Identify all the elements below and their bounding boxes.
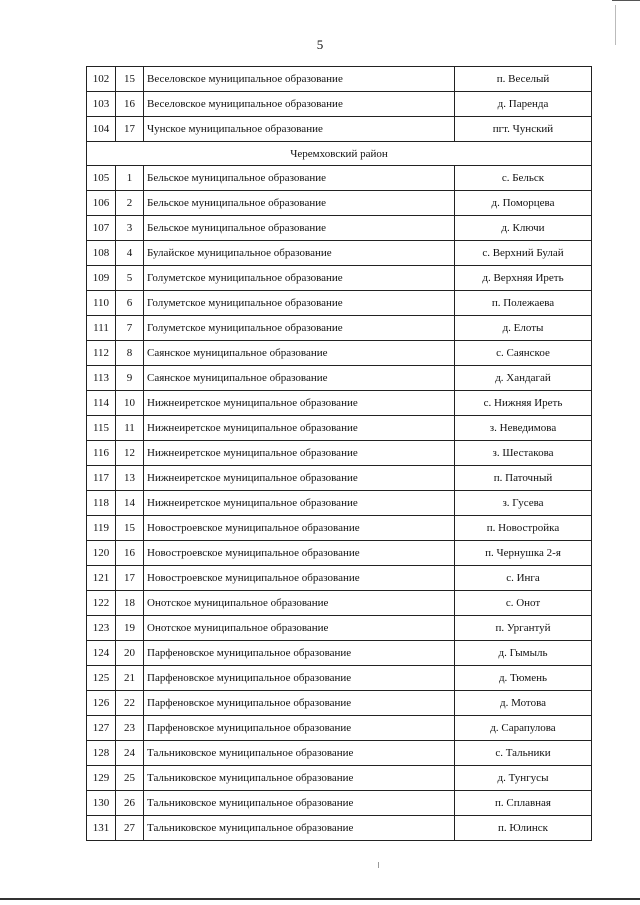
row-subnumber: 11 — [116, 416, 144, 441]
row-subnumber: 16 — [116, 92, 144, 117]
row-number: 110 — [87, 291, 116, 316]
settlement-name: д. Верхняя Иреть — [455, 266, 592, 291]
row-subnumber: 4 — [116, 241, 144, 266]
row-number: 107 — [87, 216, 116, 241]
table-body-section — [87, 166, 592, 841]
municipality-name: Новостроевское муниципальное образование — [144, 516, 455, 541]
row-subnumber: 25 — [116, 766, 144, 791]
row-subnumber: 12 — [116, 441, 144, 466]
row-number: 102 — [87, 67, 116, 92]
municipality-name: Саянское муниципальное образование — [144, 341, 455, 366]
row-number: 116 — [87, 441, 116, 466]
row-subnumber: 5 — [116, 266, 144, 291]
table-row — [87, 341, 592, 366]
municipality-name: Саянское муниципальное образование — [144, 366, 455, 391]
section-row — [87, 142, 592, 166]
table-row — [87, 391, 592, 416]
municipality-name: Тальниковское муниципальное образование — [144, 791, 455, 816]
row-subnumber: 17 — [116, 117, 144, 142]
settlement-name: п. Новостройка — [455, 516, 592, 541]
settlements-table — [86, 66, 592, 841]
table-row — [87, 241, 592, 266]
scan-bottom-edge — [0, 898, 640, 900]
section-header — [87, 142, 592, 166]
table-row — [87, 666, 592, 691]
section-title: Черемховский район — [87, 142, 592, 166]
settlement-name: п. Ургантуй — [455, 616, 592, 641]
row-subnumber: 26 — [116, 791, 144, 816]
settlement-name: п. Паточный — [455, 466, 592, 491]
settlement-name: д. Хандагай — [455, 366, 592, 391]
scan-edge-mark — [615, 5, 616, 45]
row-number: 121 — [87, 566, 116, 591]
table-body-top — [87, 67, 592, 142]
row-number: 120 — [87, 541, 116, 566]
municipality-name: Голуметское муниципальное образование — [144, 266, 455, 291]
municipality-name: Онотское муниципальное образование — [144, 591, 455, 616]
row-number: 106 — [87, 191, 116, 216]
row-subnumber: 19 — [116, 616, 144, 641]
municipality-name: Новостроевское муниципальное образование — [144, 541, 455, 566]
row-number: 108 — [87, 241, 116, 266]
table-row — [87, 92, 592, 117]
row-subnumber: 3 — [116, 216, 144, 241]
row-subnumber: 2 — [116, 191, 144, 216]
settlement-name: д. Тунгусы — [455, 766, 592, 791]
row-number: 123 — [87, 616, 116, 641]
table-row — [87, 416, 592, 441]
settlement-name: п. Сплавная — [455, 791, 592, 816]
settlement-name: с. Инга — [455, 566, 592, 591]
table-row — [87, 641, 592, 666]
table-row — [87, 216, 592, 241]
row-subnumber: 15 — [116, 516, 144, 541]
table-row — [87, 541, 592, 566]
settlement-name: с. Бельск — [455, 166, 592, 191]
municipality-name: Веселовское муниципальное образование — [144, 67, 455, 92]
row-number: 117 — [87, 466, 116, 491]
settlement-name: пгт. Чунский — [455, 117, 592, 142]
table-row — [87, 791, 592, 816]
row-number: 124 — [87, 641, 116, 666]
settlement-name: з. Шестакова — [455, 441, 592, 466]
municipality-name: Булайское муниципальное образование — [144, 241, 455, 266]
scan-edge-mark — [612, 0, 640, 1]
municipality-name: Парфеновское муниципальное образование — [144, 716, 455, 741]
municipality-name: Нижнеиретское муниципальное образование — [144, 416, 455, 441]
table-row — [87, 466, 592, 491]
table-row — [87, 316, 592, 341]
settlement-name: д. Мотова — [455, 691, 592, 716]
settlement-name: п. Веселый — [455, 67, 592, 92]
table-row — [87, 616, 592, 641]
row-number: 104 — [87, 117, 116, 142]
municipality-name: Голуметское муниципальное образование — [144, 291, 455, 316]
row-number: 127 — [87, 716, 116, 741]
row-subnumber: 8 — [116, 341, 144, 366]
row-subnumber: 20 — [116, 641, 144, 666]
row-number: 126 — [87, 691, 116, 716]
settlement-name: д. Ключи — [455, 216, 592, 241]
row-subnumber: 1 — [116, 166, 144, 191]
row-subnumber: 16 — [116, 541, 144, 566]
municipality-name: Голуметское муниципальное образование — [144, 316, 455, 341]
row-subnumber: 21 — [116, 666, 144, 691]
page-number: 5 — [316, 37, 324, 52]
municipality-name: Бельское муниципальное образование — [144, 191, 455, 216]
row-subnumber: 14 — [116, 491, 144, 516]
table-row — [87, 716, 592, 741]
table-row — [87, 491, 592, 516]
settlement-name: з. Неведимова — [455, 416, 592, 441]
municipality-name: Нижнеиретское муниципальное образование — [144, 391, 455, 416]
row-number: 129 — [87, 766, 116, 791]
municipality-name: Парфеновское муниципальное образование — [144, 666, 455, 691]
municipality-name: Онотское муниципальное образование — [144, 616, 455, 641]
table-row — [87, 516, 592, 541]
row-number: 128 — [87, 741, 116, 766]
settlement-name: с. Нижняя Иреть — [455, 391, 592, 416]
settlement-name: п. Полежаева — [455, 291, 592, 316]
row-number: 112 — [87, 341, 116, 366]
row-number: 118 — [87, 491, 116, 516]
table-row — [87, 266, 592, 291]
row-number: 114 — [87, 391, 116, 416]
settlement-name: д. Гымыль — [455, 641, 592, 666]
settlement-name: с. Тальники — [455, 741, 592, 766]
municipality-name: Бельское муниципальное образование — [144, 166, 455, 191]
row-subnumber: 23 — [116, 716, 144, 741]
settlement-name: с. Верхний Булай — [455, 241, 592, 266]
settlement-name: с. Онот — [455, 591, 592, 616]
row-subnumber: 18 — [116, 591, 144, 616]
settlement-name: д. Тюмень — [455, 666, 592, 691]
municipality-name: Парфеновское муниципальное образование — [144, 641, 455, 666]
row-number: 119 — [87, 516, 116, 541]
table-row — [87, 591, 592, 616]
row-number: 111 — [87, 316, 116, 341]
table-row — [87, 741, 592, 766]
settlement-name: з. Гусева — [455, 491, 592, 516]
row-subnumber: 24 — [116, 741, 144, 766]
row-number: 109 — [87, 266, 116, 291]
municipality-name: Веселовское муниципальное образование — [144, 92, 455, 117]
row-number: 103 — [87, 92, 116, 117]
table-row — [87, 291, 592, 316]
row-subnumber: 10 — [116, 391, 144, 416]
row-subnumber: 6 — [116, 291, 144, 316]
row-subnumber: 15 — [116, 67, 144, 92]
table-row — [87, 816, 592, 841]
row-number: 115 — [87, 416, 116, 441]
row-subnumber: 17 — [116, 566, 144, 591]
municipality-name: Парфеновское муниципальное образование — [144, 691, 455, 716]
municipality-name: Нижнеиретское муниципальное образование — [144, 441, 455, 466]
row-subnumber: 9 — [116, 366, 144, 391]
table-row — [87, 441, 592, 466]
table-row — [87, 191, 592, 216]
row-subnumber: 27 — [116, 816, 144, 841]
municipality-name: Тальниковское муниципальное образование — [144, 741, 455, 766]
settlement-name: п. Юлинск — [455, 816, 592, 841]
row-number: 113 — [87, 366, 116, 391]
table-row — [87, 691, 592, 716]
row-number: 122 — [87, 591, 116, 616]
municipality-name: Нижнеиретское муниципальное образование — [144, 466, 455, 491]
row-subnumber: 13 — [116, 466, 144, 491]
municipality-name: Нижнеиретское муниципальное образование — [144, 491, 455, 516]
row-number: 130 — [87, 791, 116, 816]
municipality-name: Тальниковское муниципальное образование — [144, 766, 455, 791]
settlement-name: д. Поморцева — [455, 191, 592, 216]
municipality-name: Новостроевское муниципальное образование — [144, 566, 455, 591]
table-row — [87, 766, 592, 791]
settlement-name: д. Паренда — [455, 92, 592, 117]
settlement-name: д. Елоты — [455, 316, 592, 341]
row-number: 125 — [87, 666, 116, 691]
table-row — [87, 117, 592, 142]
row-number: 105 — [87, 166, 116, 191]
municipality-name: Чунское муниципальное образование — [144, 117, 455, 142]
table-row — [87, 67, 592, 92]
settlement-name: п. Чернушка 2-я — [455, 541, 592, 566]
row-subnumber: 7 — [116, 316, 144, 341]
table-row — [87, 366, 592, 391]
table-row — [87, 566, 592, 591]
settlement-name: д. Сарапулова — [455, 716, 592, 741]
municipality-name: Бельское муниципальное образование — [144, 216, 455, 241]
settlement-name: с. Саянское — [455, 341, 592, 366]
row-number: 131 — [87, 816, 116, 841]
table-row — [87, 166, 592, 191]
row-subnumber: 22 — [116, 691, 144, 716]
municipality-name: Тальниковское муниципальное образование — [144, 816, 455, 841]
scan-dot — [378, 862, 379, 868]
